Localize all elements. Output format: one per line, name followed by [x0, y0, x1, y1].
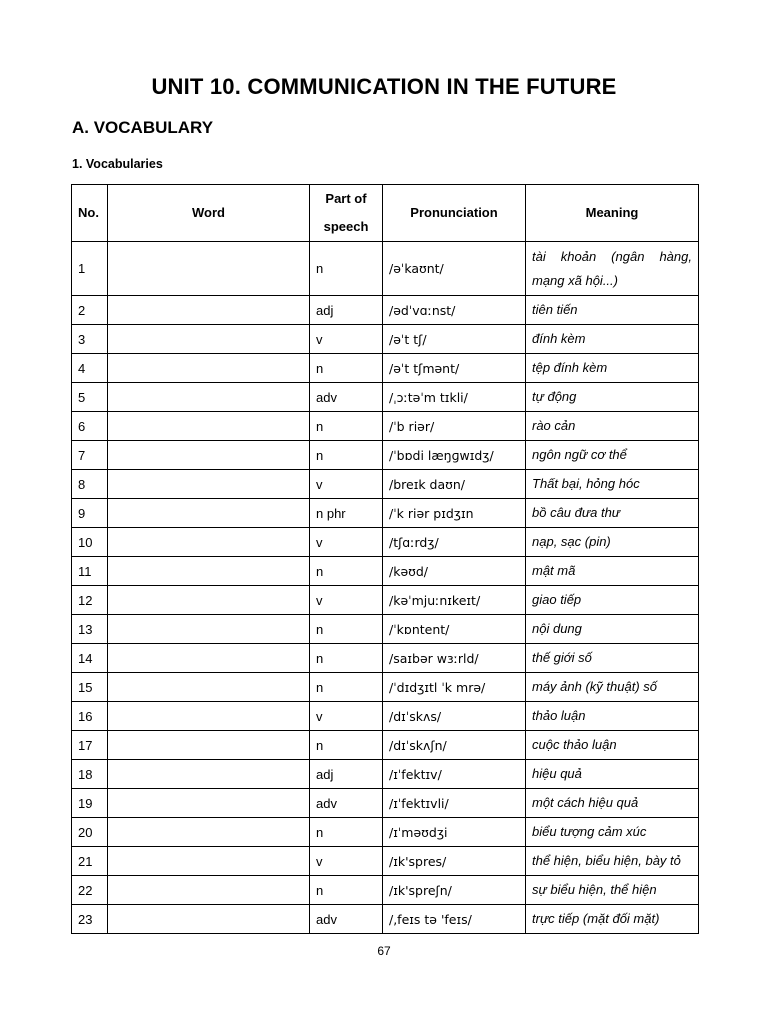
table-row	[72, 354, 699, 383]
cell-no: 17	[72, 731, 108, 760]
cell-pronunciation: /əˈkaʊnt/	[383, 242, 526, 296]
cell-meaning: biểu tượng cảm xúc	[526, 818, 699, 847]
cell-word	[108, 383, 310, 412]
cell-pronunciation: /ˈkɒntent/	[383, 615, 526, 644]
cell-no: 1	[72, 242, 108, 296]
table-row	[72, 905, 699, 934]
table-row	[72, 528, 699, 557]
cell-word	[108, 412, 310, 441]
cell-pronunciation: /ɪˈfektɪv/	[383, 760, 526, 789]
cell-word	[108, 673, 310, 702]
cell-meaning: sự biểu hiện, thể hiện	[526, 876, 699, 905]
header-meaning: Meaning	[526, 185, 699, 242]
table-header-row	[72, 185, 699, 242]
cell-part-of-speech: n	[310, 731, 383, 760]
cell-part-of-speech: n	[310, 354, 383, 383]
cell-no: 5	[72, 383, 108, 412]
cell-meaning: nội dung	[526, 615, 699, 644]
cell-meaning: máy ảnh (kỹ thuật) số	[526, 673, 699, 702]
cell-pronunciation: /ˌɔːtəˈm tɪkli/	[383, 383, 526, 412]
cell-word	[108, 847, 310, 876]
cell-no: 3	[72, 325, 108, 354]
cell-word	[108, 528, 310, 557]
cell-no: 22	[72, 876, 108, 905]
table-row	[72, 818, 699, 847]
cell-word	[108, 876, 310, 905]
cell-pronunciation: /ədˈvɑːnst/	[383, 296, 526, 325]
header-pronunciation: Pronunciation	[383, 185, 526, 242]
cell-meaning: nạp, sạc (pin)	[526, 528, 699, 557]
header-part-of-speech	[310, 185, 383, 242]
cell-pronunciation: /,feɪs tə 'feɪs/	[383, 905, 526, 934]
cell-pronunciation: /ɪˈfektɪvli/	[383, 789, 526, 818]
cell-word	[108, 731, 310, 760]
cell-word	[108, 441, 310, 470]
table-row	[72, 702, 699, 731]
cell-no: 7	[72, 441, 108, 470]
cell-pronunciation: /ɪˈməʊdʒi	[383, 818, 526, 847]
table-row	[72, 847, 699, 876]
cell-pronunciation: /kəʊd/	[383, 557, 526, 586]
cell-pronunciation: /breɪk daʊn/	[383, 470, 526, 499]
cell-meaning: Thất bại, hỏng hóc	[526, 470, 699, 499]
table-row	[72, 615, 699, 644]
header-word: Word	[108, 185, 310, 242]
cell-meaning: cuộc thảo luận	[526, 731, 699, 760]
cell-part-of-speech: v	[310, 470, 383, 499]
cell-part-of-speech: v	[310, 586, 383, 615]
table-row	[72, 557, 699, 586]
cell-pronunciation: /kəˈmjuːnɪkeɪt/	[383, 586, 526, 615]
cell-word	[108, 242, 310, 296]
cell-no: 10	[72, 528, 108, 557]
cell-no: 18	[72, 760, 108, 789]
cell-no: 15	[72, 673, 108, 702]
subsection-heading: 1. Vocabularies	[72, 157, 163, 171]
cell-meaning: thể hiện, biểu hiện, bày tỏ	[526, 847, 699, 876]
table-row	[72, 789, 699, 818]
cell-pronunciation: /dɪˈskʌʃn/	[383, 731, 526, 760]
cell-no: 19	[72, 789, 108, 818]
cell-word	[108, 325, 310, 354]
cell-meaning: hiệu quả	[526, 760, 699, 789]
cell-part-of-speech: v	[310, 325, 383, 354]
cell-meaning: tự động	[526, 383, 699, 412]
section-heading: A. VOCABULARY	[72, 118, 214, 137]
cell-part-of-speech: n	[310, 644, 383, 673]
page-title: UNIT 10. COMMUNICATION IN THE FUTURE	[151, 74, 617, 99]
header-pos-line1: Part of	[325, 191, 367, 206]
cell-no: 16	[72, 702, 108, 731]
header-pos-line2: speech	[323, 219, 369, 234]
cell-no: 20	[72, 818, 108, 847]
table-row	[72, 325, 699, 354]
table-row	[72, 731, 699, 760]
cell-word	[108, 702, 310, 731]
cell-pronunciation: /tʃɑːrdʒ/	[383, 528, 526, 557]
cell-part-of-speech: n	[310, 615, 383, 644]
cell-word	[108, 789, 310, 818]
table-row	[72, 586, 699, 615]
table-row	[72, 673, 699, 702]
cell-meaning: bồ câu đưa thư	[526, 499, 699, 528]
cell-no: 11	[72, 557, 108, 586]
cell-pronunciation: /ˈbɒdi læŋɡwɪdʒ/	[383, 441, 526, 470]
cell-no: 4	[72, 354, 108, 383]
cell-pronunciation: /ɪk'spres/	[383, 847, 526, 876]
table-row	[72, 470, 699, 499]
cell-no: 8	[72, 470, 108, 499]
cell-part-of-speech: n	[310, 412, 383, 441]
table-row	[72, 296, 699, 325]
cell-no: 13	[72, 615, 108, 644]
cell-meaning: trực tiếp (mặt đối mặt)	[526, 905, 699, 934]
table-row	[72, 644, 699, 673]
cell-word	[108, 760, 310, 789]
cell-part-of-speech: n	[310, 818, 383, 847]
cell-word	[108, 354, 310, 383]
cell-meaning: mật mã	[526, 557, 699, 586]
header-no: No.	[72, 185, 108, 242]
cell-part-of-speech: adv	[310, 383, 383, 412]
cell-no: 6	[72, 412, 108, 441]
cell-meaning: thế giới số	[526, 644, 699, 673]
cell-meaning: rào cản	[526, 412, 699, 441]
cell-pronunciation: /dɪˈskʌs/	[383, 702, 526, 731]
cell-word	[108, 615, 310, 644]
cell-no: 12	[72, 586, 108, 615]
cell-meaning: đính kèm	[526, 325, 699, 354]
cell-part-of-speech: n	[310, 673, 383, 702]
cell-word	[108, 557, 310, 586]
page-number: 67	[377, 944, 391, 958]
cell-word	[108, 818, 310, 847]
cell-part-of-speech: v	[310, 847, 383, 876]
cell-pronunciation: /saɪbər wɜːrld/	[383, 644, 526, 673]
table-row	[72, 876, 699, 905]
cell-part-of-speech: adv	[310, 789, 383, 818]
cell-part-of-speech: adv	[310, 905, 383, 934]
cell-meaning: một cách hiệu quả	[526, 789, 699, 818]
cell-word	[108, 586, 310, 615]
cell-part-of-speech: v	[310, 528, 383, 557]
cell-meaning: tài khoản (ngân hàng, mạng xã hội...)	[526, 242, 699, 296]
cell-part-of-speech: n	[310, 242, 383, 296]
table-row	[72, 499, 699, 528]
cell-no: 9	[72, 499, 108, 528]
cell-pronunciation: /əˈt tʃ/	[383, 325, 526, 354]
cell-meaning: tiên tiến	[526, 296, 699, 325]
cell-pronunciation: /ˈdɪdʒɪtl ˈk mrə/	[383, 673, 526, 702]
cell-meaning: thảo luận	[526, 702, 699, 731]
cell-part-of-speech: adj	[310, 760, 383, 789]
cell-meaning: giao tiếp	[526, 586, 699, 615]
cell-word	[108, 644, 310, 673]
cell-word	[108, 470, 310, 499]
cell-word	[108, 905, 310, 934]
cell-pronunciation: /əˈt tʃmənt/	[383, 354, 526, 383]
vocabulary-table	[71, 184, 699, 934]
cell-pronunciation: /ˈk riər pɪdʒɪn	[383, 499, 526, 528]
cell-part-of-speech: n phr	[310, 499, 383, 528]
cell-no: 23	[72, 905, 108, 934]
cell-part-of-speech: n	[310, 441, 383, 470]
cell-part-of-speech: n	[310, 557, 383, 586]
table-row	[72, 760, 699, 789]
table-row	[72, 242, 699, 296]
table-row	[72, 383, 699, 412]
cell-word	[108, 499, 310, 528]
cell-no: 14	[72, 644, 108, 673]
cell-no: 21	[72, 847, 108, 876]
cell-meaning: tệp đính kèm	[526, 354, 699, 383]
cell-part-of-speech: n	[310, 876, 383, 905]
table-row	[72, 441, 699, 470]
cell-word	[108, 296, 310, 325]
table-row	[72, 412, 699, 441]
cell-no: 2	[72, 296, 108, 325]
cell-meaning: ngôn ngữ cơ thể	[526, 441, 699, 470]
cell-pronunciation: /ˈb riər/	[383, 412, 526, 441]
cell-part-of-speech: adj	[310, 296, 383, 325]
cell-part-of-speech: v	[310, 702, 383, 731]
cell-pronunciation: /ɪk'spreʃn/	[383, 876, 526, 905]
